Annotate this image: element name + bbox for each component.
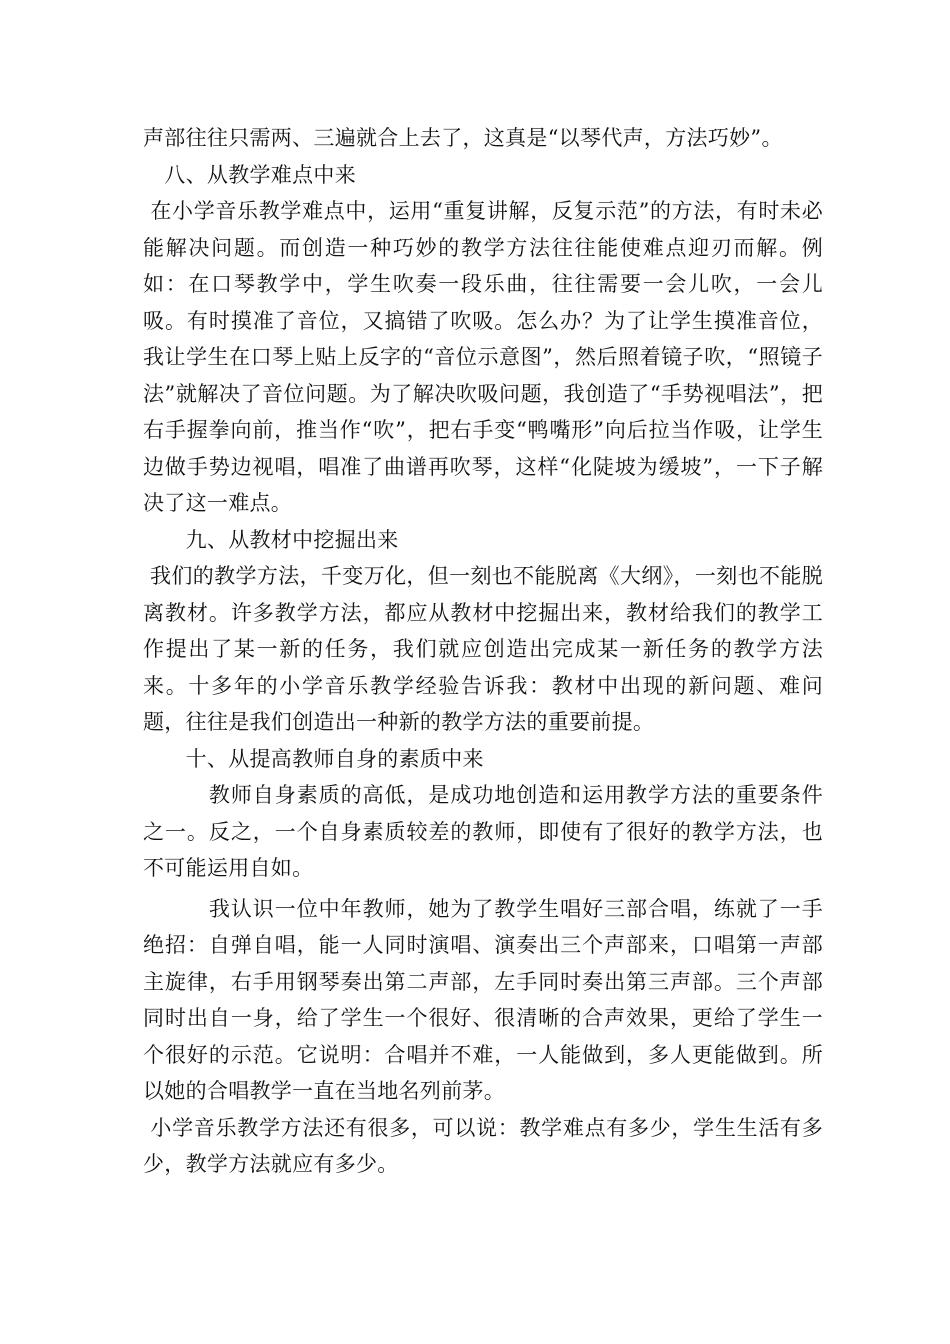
paragraph-section-8: 在小学音乐教学难点中，运用“重复讲解，反复示范”的方法，有时未必能解决问题。而创造一种巧妙的教学方法往往能使难点迎刃而解。例如：在口琴教学中，学生吹奏一段乐曲，往往需要一会儿吹，一会儿吸。有时摸准了音位，又搞错了吹吸。怎么办？为了让学生摸准音位，我让学生在口琴上贴上反字的“音位示意图”，然后照着镜子吹，“照镜子法”就解决了音位问题。为了解决吹吸问题，我创造了“手势视唱法”，把右手握拳向前，推当作“吹”，把右手变“鸭嘴形”向后拉当作吸，让学生边做手势边视唱，唱准了曲谱再吹琴，这样“化陡坡为缓坡”，一下子解决了这一难点。	[143, 199, 823, 515]
paragraph-section-9: 我们的教学方法，千变万化，但一刻也不能脱离《大纲》，一刻也不能脱离教材。许多教学方法，都应从教材中挖掘出来，教材给我们的教学工作提出了某一新的任务，我们就应创造出完成某一新任务的教学方法来。十多年的小学音乐教学经验告诉我：教材中出现的新问题、难问题，往往是我们创造出一种新的教学方法的重要前提。	[143, 564, 823, 734]
paragraph-continuation: 声部往往只需两、三遍就合上去了，这真是“以琴代声，方法巧妙”。	[143, 126, 783, 150]
section-heading-10: 十、从提高教师自身的素质中来	[143, 746, 484, 771]
paragraph-section-10-b: 我认识一位中年教师，她为了教学生唱好三部合唱，练就了一手绝招：自弹自唱，能一人同时演唱、演奏出三个声部来，口唱第一声部主旋律，右手用钢琴奏出第二声部，左手同时奏出第三声部。三个声部同时出自一身，给了学生一个很好、很清晰的合声效果，更给了学生一个很好的示范。它说明：合唱并不难，一人能做到，多人更能做到。所以她的合唱教学一直在当地名列前茅。	[143, 896, 823, 1103]
document-body	[143, 120, 823, 1183]
section-heading-8: 八、从教学难点中来	[143, 162, 356, 187]
paragraph-conclusion: 小学音乐教学方法还有很多，可以说：教学难点有多少，学生生活有多少，教学方法就应有多少。	[143, 1115, 823, 1176]
section-heading-9: 九、从教材中挖掘出来	[143, 527, 399, 552]
paragraph-section-10-a: 教师自身素质的高低，是成功地创造和运用教学方法的重要条件之一。反之，一个自身素质较差的教师，即使有了很好的教学方法，也不可能运用自如。	[143, 783, 823, 880]
